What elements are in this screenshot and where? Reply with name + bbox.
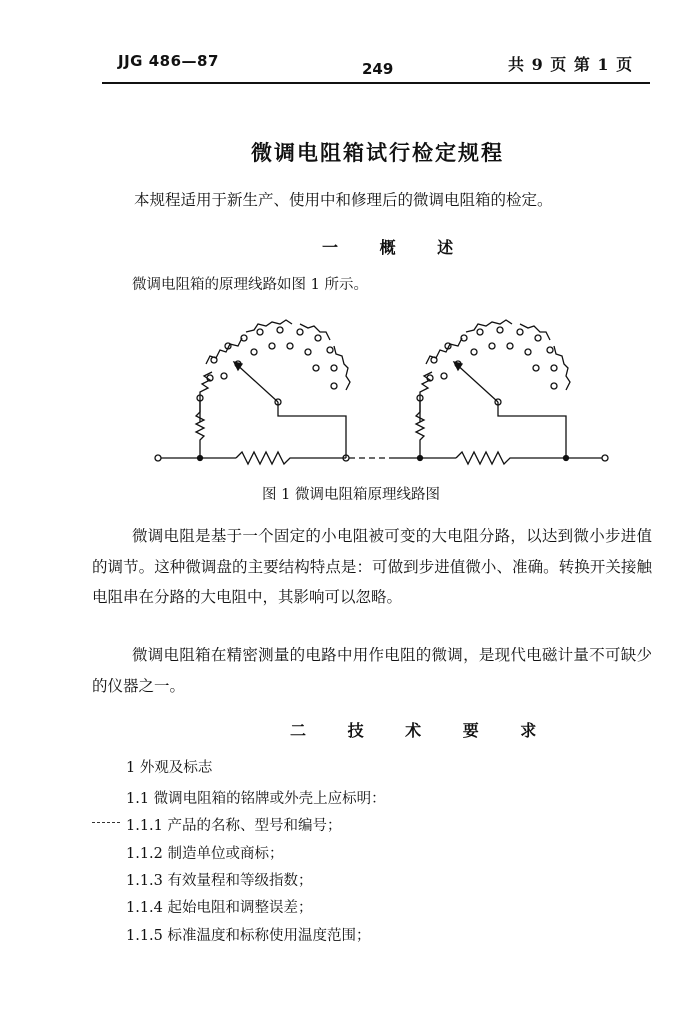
circuit-diagram	[150, 312, 620, 476]
list-item: 1.1 微调电阻箱的铭牌或外壳上应标明：	[126, 791, 386, 807]
figure-caption: 图 1 微调电阻箱原理线路图	[262, 487, 440, 503]
intro-text: 微调电阻箱的原理线路如图 1 所示。	[132, 277, 368, 293]
page-info: 共 9 页 第 1 页	[508, 55, 634, 74]
section-heading-requirements: 二 技 术 要 求	[290, 721, 555, 740]
list-item: 1 外观及标志	[126, 760, 213, 776]
list-item: 1.1.1 产品的名称、型号和编号；	[126, 818, 342, 834]
section-heading-overview: 一 概 述	[322, 238, 472, 257]
paragraph-application: 微调电阻箱在精密测量的电路中用作电阻的微调，是现代电磁计量不可缺少的仪器之一。	[92, 646, 652, 695]
document-title: 微调电阻箱试行检定规程	[251, 141, 504, 165]
list-item: 1.1.2 制造单位或商标；	[126, 846, 284, 862]
list-item: 1.1.4 起始电阻和调整误差；	[126, 900, 313, 916]
margin-dash-mark	[92, 822, 120, 824]
list-item: 1.1.3 有效量程和等级指数；	[126, 873, 313, 889]
list-item: 1.1.5 标准温度和标称使用温度范围；	[126, 928, 371, 944]
paragraph-principle: 微调电阻是基于一个固定的小电阻被可变的大电阻分路，以达到微小步进值的调节。这种微调盘的主要结构特点是：可做到步进值微小、准确。转换开关接触电阻串在分路的大电阻中，其影响可以忽略。	[92, 527, 652, 606]
page-number: 249	[362, 60, 394, 78]
circuit-diagram-svg	[150, 312, 620, 472]
scope-statement: 本规程适用于新生产、使用中和修理后的微调电阻箱的检定。	[134, 191, 553, 209]
document-code: JJG 486—87	[118, 52, 219, 70]
header-rule	[102, 82, 650, 84]
